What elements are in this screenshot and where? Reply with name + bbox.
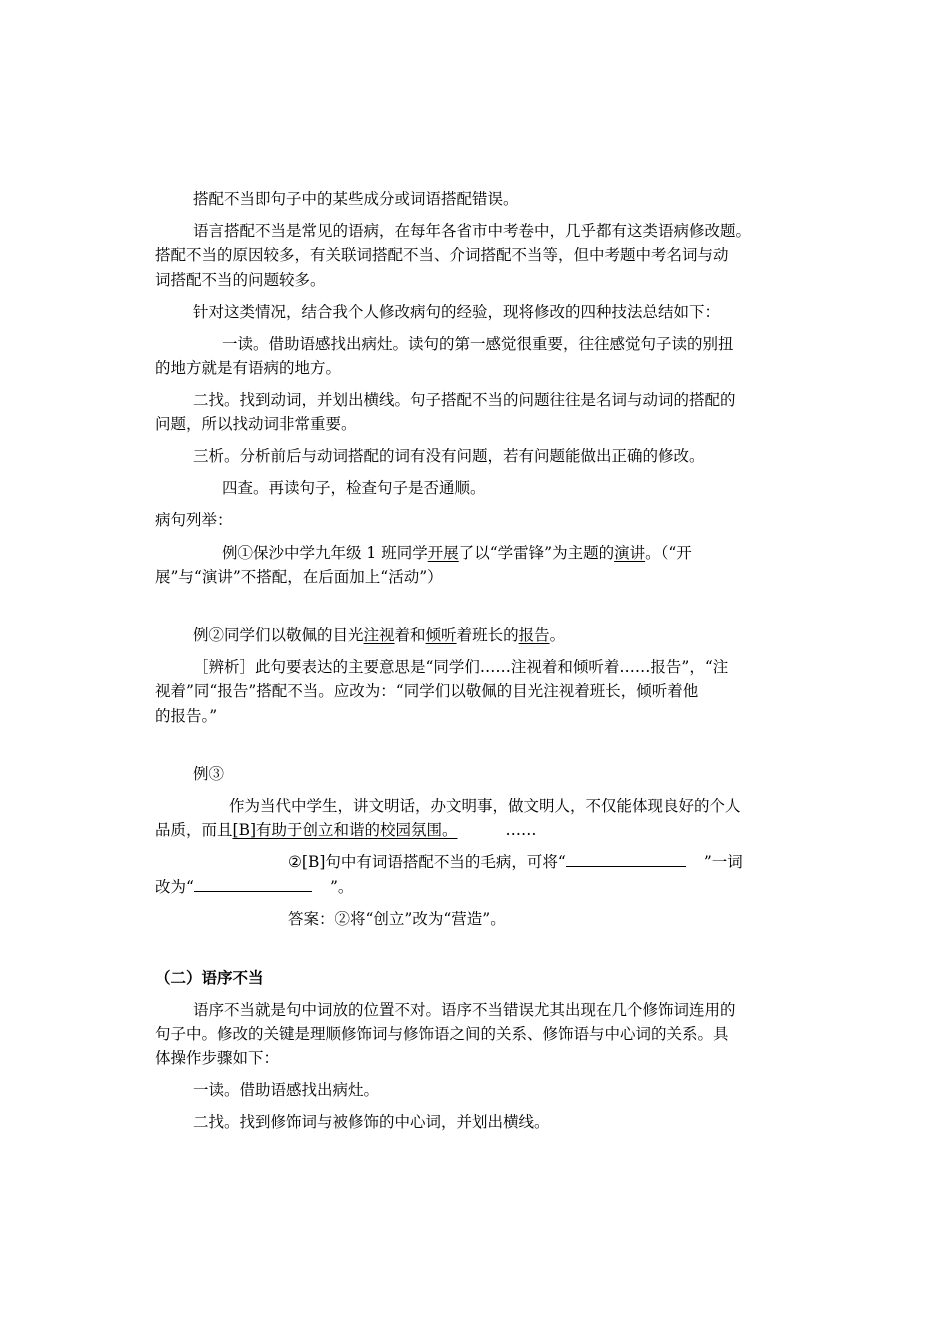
- example-3-label: 例③: [193, 765, 225, 783]
- example-1-line: 例①保沙中学九年级 1 班同学开展了以“学雷锋”为主题的演讲。（“开: [222, 544, 692, 562]
- underlined-noun: 演讲: [614, 544, 646, 562]
- underlined-verb: 注视: [363, 626, 395, 644]
- step-find-line: 二找。找到动词，并划出横线。句子搭配不当的问题往往是名词与动词的搭配的: [193, 391, 736, 409]
- paragraph-line: 体操作步骤如下：: [155, 1049, 280, 1067]
- paragraph-line: 语序不当就是句中词放的位置不对。语序不当错误尤其出现在几个修饰词连用的: [193, 1001, 736, 1019]
- step-check-line: 四查。再读句子，检查句子是否通顺。: [222, 479, 486, 497]
- question-line: ②[B]句中有词语搭配不当的毛病，可将“ ”一词: [288, 853, 743, 871]
- step-read-line: 一读。借助语感找出病灶。读句的第一感觉很重要，往往感觉句子读的别扭: [222, 335, 734, 353]
- analysis-line: ［辨析］此句要表达的主要意思是“同学们……注视着和倾听着……报告”，“注: [193, 658, 729, 676]
- step-find-line: 二找。找到修饰词与被修饰的中心词，并划出横线。: [193, 1113, 550, 1131]
- examples-label: 病句列举：: [155, 511, 233, 529]
- example-2-line: 例②同学们以敬佩的目光注视着和倾听着班长的报告。: [193, 626, 566, 644]
- paragraph-line: 语言搭配不当是常见的语病，在每年各省市中考卷中，几乎都有这类语病修改题。: [193, 222, 752, 240]
- example-3-line: 品质，而且[B]有助于创立和谐的校园氛围。 ……: [155, 821, 537, 839]
- underlined-sentence: [B]有助于创立和谐的校园氛围。: [232, 821, 458, 839]
- analysis-line: 的报告。”: [155, 707, 218, 725]
- example-1-line: 展”与“演讲”不搭配，在后面加上“活动”）: [155, 568, 443, 586]
- section-heading: （二）语序不当: [155, 969, 264, 987]
- underlined-noun: 报告: [518, 626, 550, 644]
- intro-text: 搭配不当即句子中的某些成分或词语搭配错误。: [193, 190, 519, 208]
- answer-blank[interactable]: [566, 852, 686, 867]
- question-line: 改为“ ”。: [155, 878, 354, 896]
- paragraph-line: 搭配不当的原因较多，有关联词搭配不当、介词搭配不当等，但中考题中考名词与动: [155, 246, 729, 264]
- answer-line: 答案：②将“创立”改为“营造”。: [288, 910, 506, 928]
- analysis-line: 视着”同“报告”搭配不当。应改为：“同学们以敬佩的目光注视着班长，倾听着他: [155, 682, 699, 700]
- step-read-line: 的地方就是有语病的地方。: [155, 359, 342, 377]
- step-read-line: 一读。借助语感找出病灶。: [193, 1081, 380, 1099]
- example-3-line: 作为当代中学生，讲文明话，办文明事，做文明人，不仅能体现良好的个人: [229, 797, 741, 815]
- step-find-line: 问题，所以找动词非常重要。: [155, 415, 357, 433]
- underlined-verb: 倾听: [425, 626, 457, 644]
- step-analyze-line: 三析。分析前后与动词搭配的词有没有问题，若有问题能做出正确的修改。: [193, 447, 705, 465]
- underlined-verb: 开展: [427, 544, 459, 562]
- paragraph-line: 句子中。修改的关键是理顺修饰词与修饰语之间的关系、修饰语与中心词的关系。具: [155, 1025, 729, 1043]
- answer-blank[interactable]: [194, 877, 312, 892]
- paragraph-line: 词搭配不当的问题较多。: [155, 271, 326, 289]
- paragraph-line: 针对这类情况，结合我个人修改病句的经验，现将修改的四种技法总结如下：: [193, 303, 721, 321]
